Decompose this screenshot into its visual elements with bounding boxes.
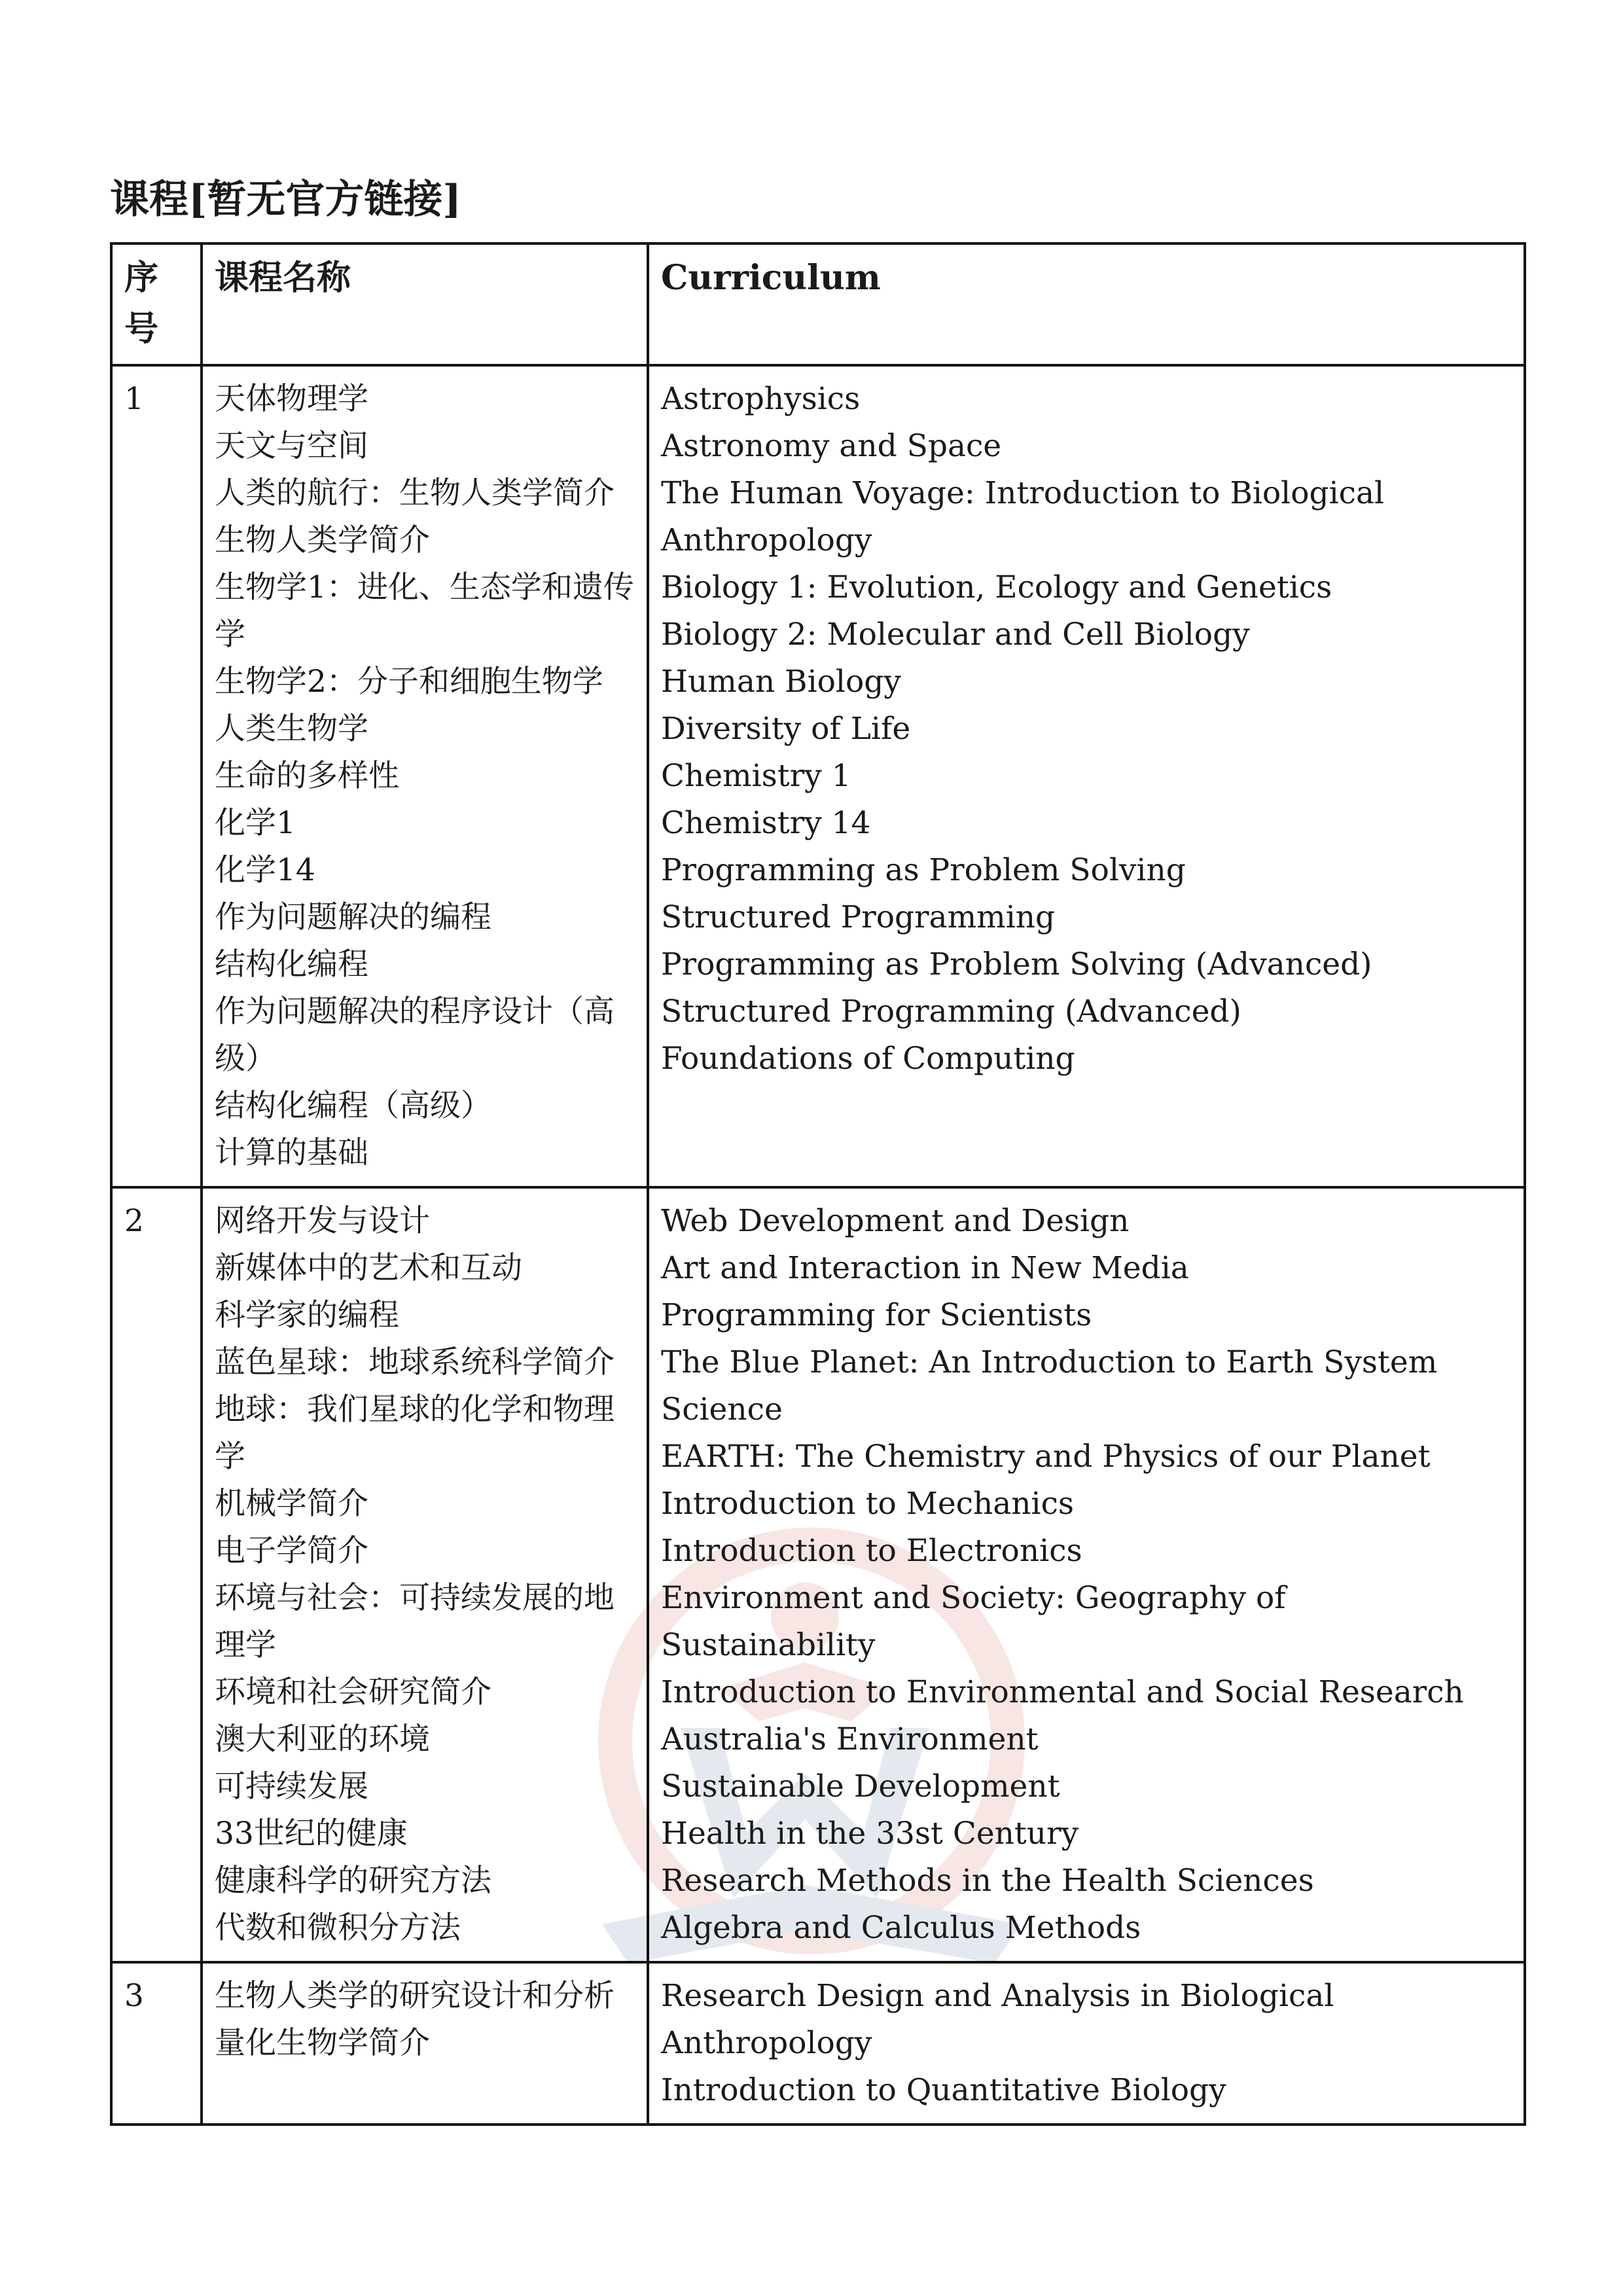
english-course-name: Australia's Environment bbox=[661, 1721, 1039, 1757]
chinese-course-name: 天体物理学 bbox=[215, 381, 368, 417]
english-course-name: Structured Programming (Advanced) bbox=[661, 994, 1241, 1030]
english-course-name: The Human Voyage: Introduction to Biological bbox=[661, 475, 1385, 511]
chinese-course-name: 结构化编程 bbox=[215, 946, 368, 982]
chinese-course-name: 人类的航行：生物人类学简介 bbox=[215, 475, 615, 511]
english-course-name: Environment and Society: Geography of bbox=[661, 1580, 1286, 1616]
english-course-name: Structured Programming bbox=[661, 899, 1056, 935]
chinese-course-list bbox=[202, 1187, 648, 1962]
english-course-list bbox=[648, 1187, 1525, 1962]
row-number: 3 bbox=[111, 1962, 202, 2125]
english-course-name: Introduction to Quantitative Biology bbox=[661, 2072, 1226, 2108]
english-course-name: Sustainable Development bbox=[661, 1768, 1060, 1804]
english-course-list bbox=[648, 1962, 1525, 2125]
chinese-course-name: 机械学简介 bbox=[215, 1486, 368, 1522]
chinese-course-name: 电子学简介 bbox=[215, 1533, 368, 1569]
chinese-course-name: 健康科学的研究方法 bbox=[215, 1863, 491, 1899]
chinese-course-name: 计算的基础 bbox=[215, 1135, 368, 1171]
chinese-course-name: 代数和微积分方法 bbox=[215, 1910, 461, 1946]
english-course-name: Astrophysics bbox=[661, 381, 861, 417]
table-body bbox=[111, 365, 1525, 2125]
english-course-name: Chemistry 14 bbox=[661, 805, 871, 841]
chinese-course-name: 蓝色星球：地球系统科学简介 bbox=[215, 1344, 615, 1380]
english-course-name: Anthropology bbox=[661, 2025, 872, 2061]
table-row bbox=[111, 1962, 1525, 2125]
english-course-name: Introduction to Electronics bbox=[661, 1533, 1082, 1569]
english-course-name: Human Biology bbox=[661, 664, 901, 700]
english-course-name: Health in the 33st Century bbox=[661, 1816, 1079, 1852]
chinese-course-name: 化学1 bbox=[215, 805, 296, 841]
row-number: 2 bbox=[111, 1187, 202, 1962]
english-course-name: Biology 1: Evolution, Ecology and Genetics bbox=[661, 569, 1332, 605]
chinese-course-name: 生物人类学简介 bbox=[215, 522, 430, 558]
chinese-course-name: 作为问题解决的编程 bbox=[215, 899, 491, 935]
chinese-course-name: 生物学2：分子和细胞生物学 bbox=[215, 664, 603, 700]
english-course-name: Introduction to Environmental and Social Research bbox=[661, 1674, 1464, 1710]
english-course-name: Chemistry 1 bbox=[661, 758, 851, 794]
english-course-name: EARTH: The Chemistry and Physics of our Planet bbox=[661, 1439, 1431, 1475]
english-course-name: Anthropology bbox=[661, 522, 872, 558]
chinese-course-name: 33世纪的健康 bbox=[215, 1816, 408, 1852]
chinese-course-name: 生物学1：进化、生态学和遗传学 bbox=[215, 569, 634, 653]
table-row bbox=[111, 365, 1525, 1187]
english-course-name: Sustainability bbox=[661, 1627, 876, 1663]
english-course-name: Web Development and Design bbox=[661, 1203, 1130, 1239]
english-course-name: Programming for Scientists bbox=[661, 1297, 1092, 1333]
english-course-name: The Blue Planet: An Introduction to Earth System bbox=[661, 1344, 1438, 1380]
chinese-course-list bbox=[202, 365, 648, 1187]
chinese-course-name: 化学14 bbox=[215, 852, 315, 888]
english-course-name: Biology 2: Molecular and Cell Biology bbox=[661, 617, 1250, 653]
table-row bbox=[111, 1187, 1525, 1962]
chinese-course-name: 人类生物学 bbox=[215, 711, 368, 747]
header-chinese-name: 课程名称 bbox=[202, 243, 648, 365]
chinese-course-name: 环境和社会研究简介 bbox=[215, 1674, 491, 1710]
chinese-course-name: 新媒体中的艺术和互动 bbox=[215, 1250, 522, 1286]
chinese-course-name: 科学家的编程 bbox=[215, 1297, 399, 1333]
header-index: 序号 bbox=[111, 243, 202, 365]
chinese-course-name: 地球：我们星球的化学和物理学 bbox=[215, 1391, 615, 1475]
english-course-name: Foundations of Computing bbox=[661, 1041, 1075, 1077]
chinese-course-name: 环境与社会：可持续发展的地理学 bbox=[215, 1580, 615, 1663]
english-course-name: Diversity of Life bbox=[661, 711, 911, 747]
chinese-course-name: 可持续发展 bbox=[215, 1768, 368, 1804]
chinese-course-name: 网络开发与设计 bbox=[215, 1203, 430, 1239]
english-course-name: Research Design and Analysis in Biological bbox=[661, 1978, 1334, 2014]
header-curriculum: Curriculum bbox=[648, 243, 1525, 365]
curriculum-table bbox=[110, 242, 1526, 2126]
chinese-course-list bbox=[202, 1962, 648, 2125]
chinese-course-name: 生命的多样性 bbox=[215, 758, 399, 794]
english-course-name: Programming as Problem Solving (Advanced) bbox=[661, 946, 1372, 982]
english-course-list bbox=[648, 365, 1525, 1187]
english-course-name: Introduction to Mechanics bbox=[661, 1486, 1075, 1522]
english-course-name: Astronomy and Space bbox=[661, 428, 1002, 464]
english-course-name: Science bbox=[661, 1391, 783, 1427]
chinese-course-name: 澳大利亚的环境 bbox=[215, 1721, 430, 1757]
english-course-name: Art and Interaction in New Media bbox=[661, 1250, 1189, 1286]
chinese-course-name: 作为问题解决的程序设计（高级） bbox=[215, 994, 615, 1077]
english-course-name: Research Methods in the Health Sciences bbox=[661, 1863, 1314, 1899]
page-title: 课程[暂无官方链接] bbox=[110, 177, 461, 223]
chinese-course-name: 量化生物学简介 bbox=[215, 2025, 430, 2061]
english-course-name: Algebra and Calculus Methods bbox=[661, 1910, 1141, 1946]
row-number: 1 bbox=[111, 365, 202, 1187]
chinese-course-name: 生物人类学的研究设计和分析 bbox=[215, 1978, 615, 2014]
table-header-row bbox=[111, 243, 1525, 365]
chinese-course-name: 天文与空间 bbox=[215, 428, 368, 464]
english-course-name: Programming as Problem Solving bbox=[661, 852, 1186, 888]
chinese-course-name: 结构化编程（高级） bbox=[215, 1088, 491, 1124]
